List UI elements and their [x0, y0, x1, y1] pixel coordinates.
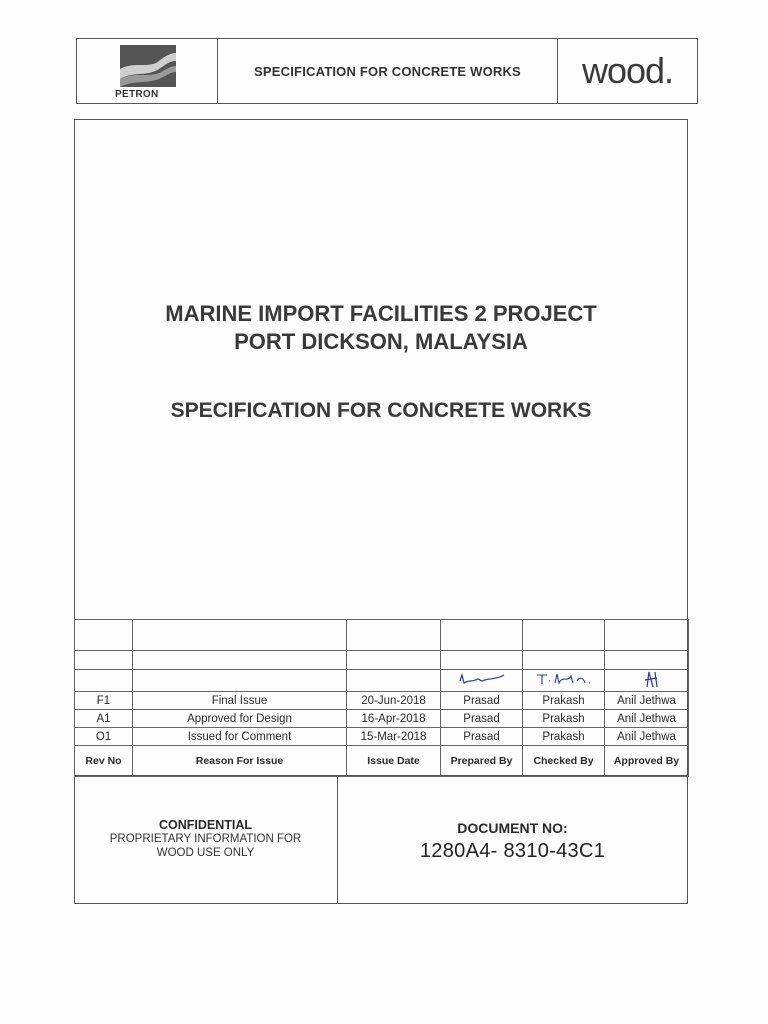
column-header: Reason For Issue: [133, 746, 347, 777]
signature-row: [75, 670, 689, 692]
column-header: Issue Date: [347, 746, 441, 777]
table-row: A1 Approved for Design 16-Apr-2018 Prasad Prakash Anil Jethwa: [75, 710, 689, 728]
table-row: F1 Final Issue 20-Jun-2018 Prasad Prakash Anil Jethwa: [75, 692, 689, 710]
project-title-line1: MARINE IMPORT FACILITIES 2 PROJECT: [165, 301, 597, 326]
signature-icon: [452, 671, 512, 687]
confidential-line: PROPRIETARY INFORMATION FOR: [109, 833, 302, 845]
header-title: SPECIFICATION FOR CONCRETE WORKS: [218, 39, 558, 103]
document-number-label: DOCUMENT NO:: [457, 820, 568, 836]
signature-icon: [617, 670, 677, 688]
confidential-title: CONFIDENTIAL: [158, 818, 253, 832]
table-row: O1 Issued for Comment 15-Mar-2018 Prasad Prakash Anil Jethwa: [75, 728, 689, 746]
wood-logo: [558, 39, 697, 103]
wood-wordmark: wood.: [581, 50, 674, 91]
document-number: 1280A4- 8310-43C1: [419, 840, 606, 862]
project-title-line2: PORT DICKSON, MALAYSIA: [234, 329, 528, 354]
petron-wordmark: PETRON: [115, 89, 159, 100]
confidential-block: [74, 818, 337, 860]
table-row: [75, 651, 689, 670]
petron-logo: [77, 39, 218, 103]
approved-signature: [605, 670, 689, 692]
checked-signature: [523, 670, 605, 692]
prepared-signature: [441, 670, 523, 692]
table-header-row: [75, 746, 689, 777]
revision-table: [74, 619, 689, 777]
document-number-block: [337, 820, 688, 863]
document-subtitle: SPECIFICATION FOR CONCRETE WORKS: [170, 399, 592, 422]
confidential-line: WOOD USE ONLY: [156, 847, 255, 859]
signature-icon: [529, 671, 599, 687]
document-header: [76, 38, 698, 104]
footer-divider: [74, 775, 688, 776]
column-header: Checked By: [523, 746, 605, 777]
column-header: Rev No: [75, 746, 133, 777]
column-header: Prepared By: [441, 746, 523, 777]
document-body-frame: [74, 119, 688, 904]
table-row: [75, 620, 689, 651]
column-header: Approved By: [605, 746, 689, 777]
